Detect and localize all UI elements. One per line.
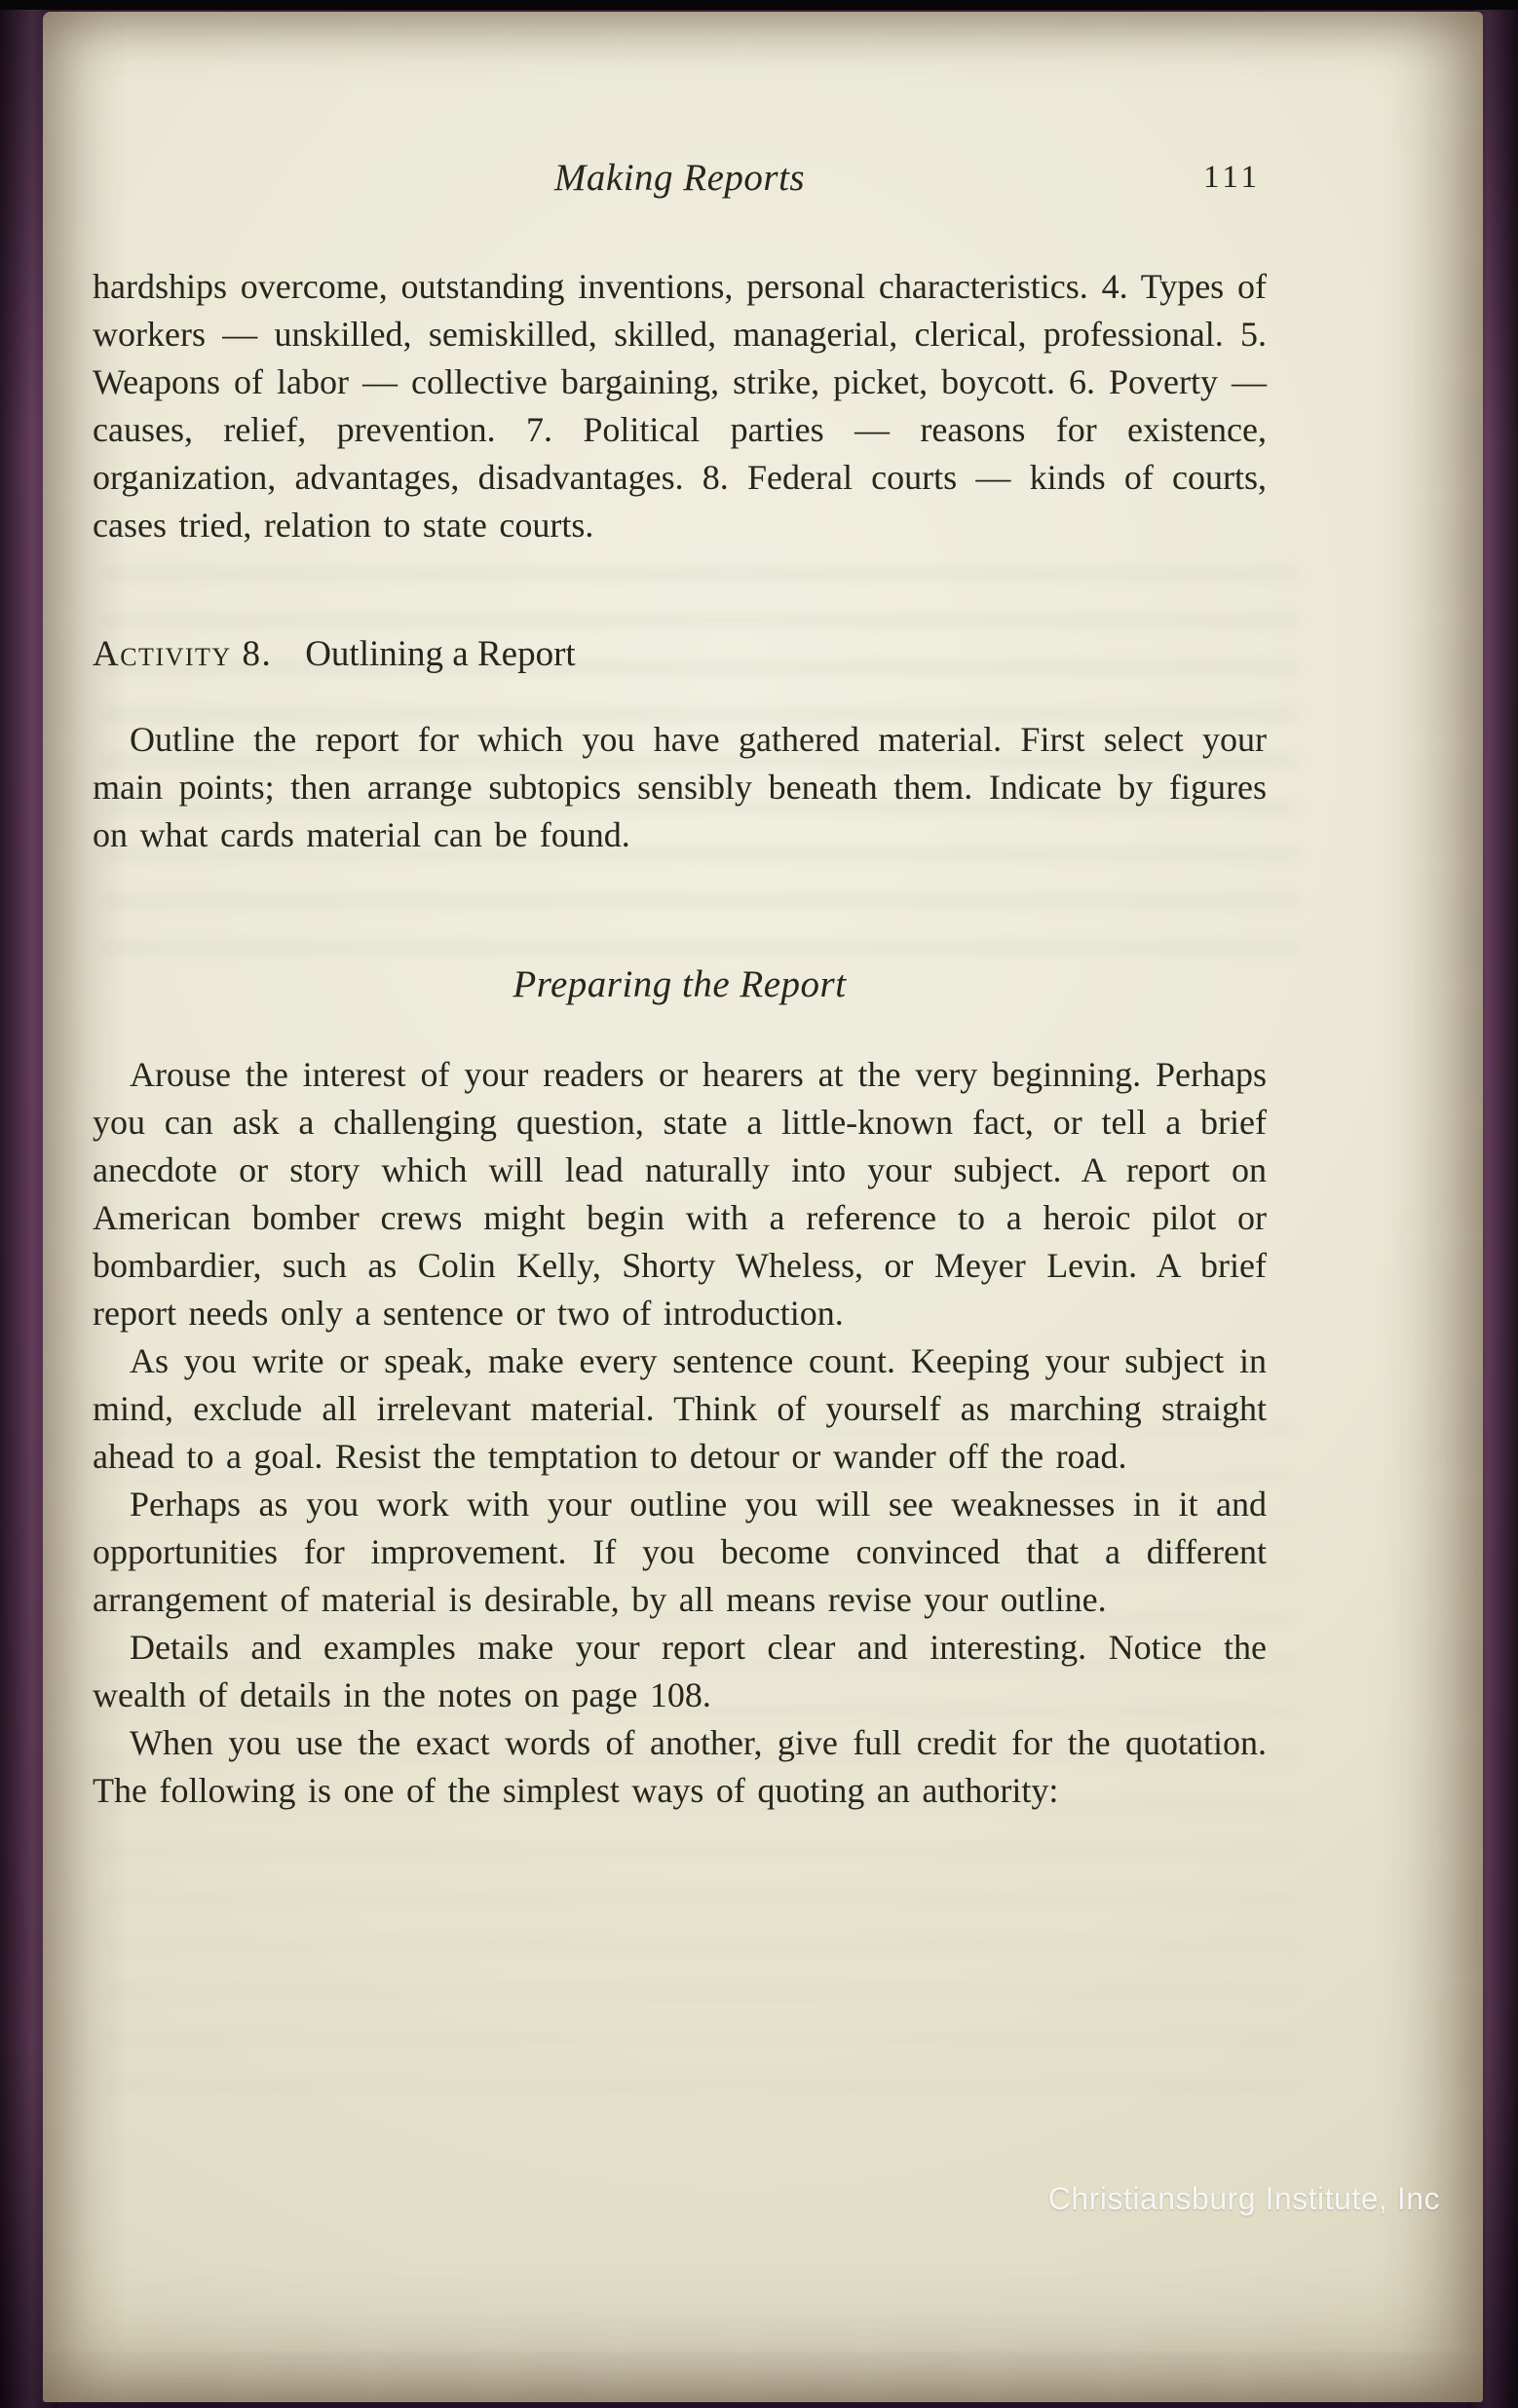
activity-title: Outlining a Report [305, 634, 576, 674]
paragraph-outline-list-continuation: hardships overcome, outstanding inventions, personal characteristics. 4. Types of workers — unskilled, semiskilled, skilled, managerial, clerical, professional. 5. Weapons of labor — collective bargaining, strike, picket, boycott. 6. Poverty — causes, relief, prevention. 7. Political parties — reasons for existence, organization, advantages, disadvantages. 8. Federal courts — kinds of courts, cases tried, relation to state courts. [93, 267, 1267, 545]
page-content [93, 156, 1267, 1815]
activity-heading [93, 633, 1267, 675]
section-heading: Preparing the Report [512, 963, 847, 1005]
book-page [43, 12, 1483, 2402]
activity-number-label: Activity 8. [93, 634, 273, 674]
running-header: Making Reports [553, 157, 806, 199]
paragraph-every-sentence-count: As you write or speak, make every sentence count. Keeping your subject in mind, exclude all irrelevant material. Think of yourself as marching straight ahead to a goal. Resist the temptation to detour or wander off the road. [93, 1341, 1267, 1476]
page-number: 111 [1202, 160, 1261, 195]
paragraph-activity-instructions: Outline the report for which you have gathered material. First select your main points; then arrange subtopics sensibly beneath them. Indicate by figures on what cards material can be found. [93, 720, 1267, 854]
watermark: Christiansburg Institute, Inc [1047, 2181, 1440, 2216]
paragraph-quoting-authority: When you use the exact words of another, give full credit for the quotation. The following is one of the simplest ways of quoting an authority: [93, 1723, 1267, 1810]
paragraph-details-examples: Details and examples make your report clear and interesting. Notice the wealth of details in the notes on page 108. [93, 1628, 1267, 1714]
page-header [93, 156, 1267, 207]
paragraph-arouse-interest: Arouse the interest of your readers or hearers at the very beginning. Perhaps you can ask a challenging question, state a little-known fact, or tell a brief anecdote or story which will lead naturally into your subject. A report on American bomber crews might begin with a reference to a heroic pilot or bombardier, such as Colin Kelly, Shorty Wheless, or Meyer Levin. A brief report needs only a sentence or two of introduction. [93, 1055, 1267, 1333]
paragraph-revise-outline: Perhaps as you work with your outline you will see weaknesses in it and opportunities for improvement. If you become convinced that a different arrangement of material is desirable, by all means revise your outline. [93, 1485, 1267, 1619]
